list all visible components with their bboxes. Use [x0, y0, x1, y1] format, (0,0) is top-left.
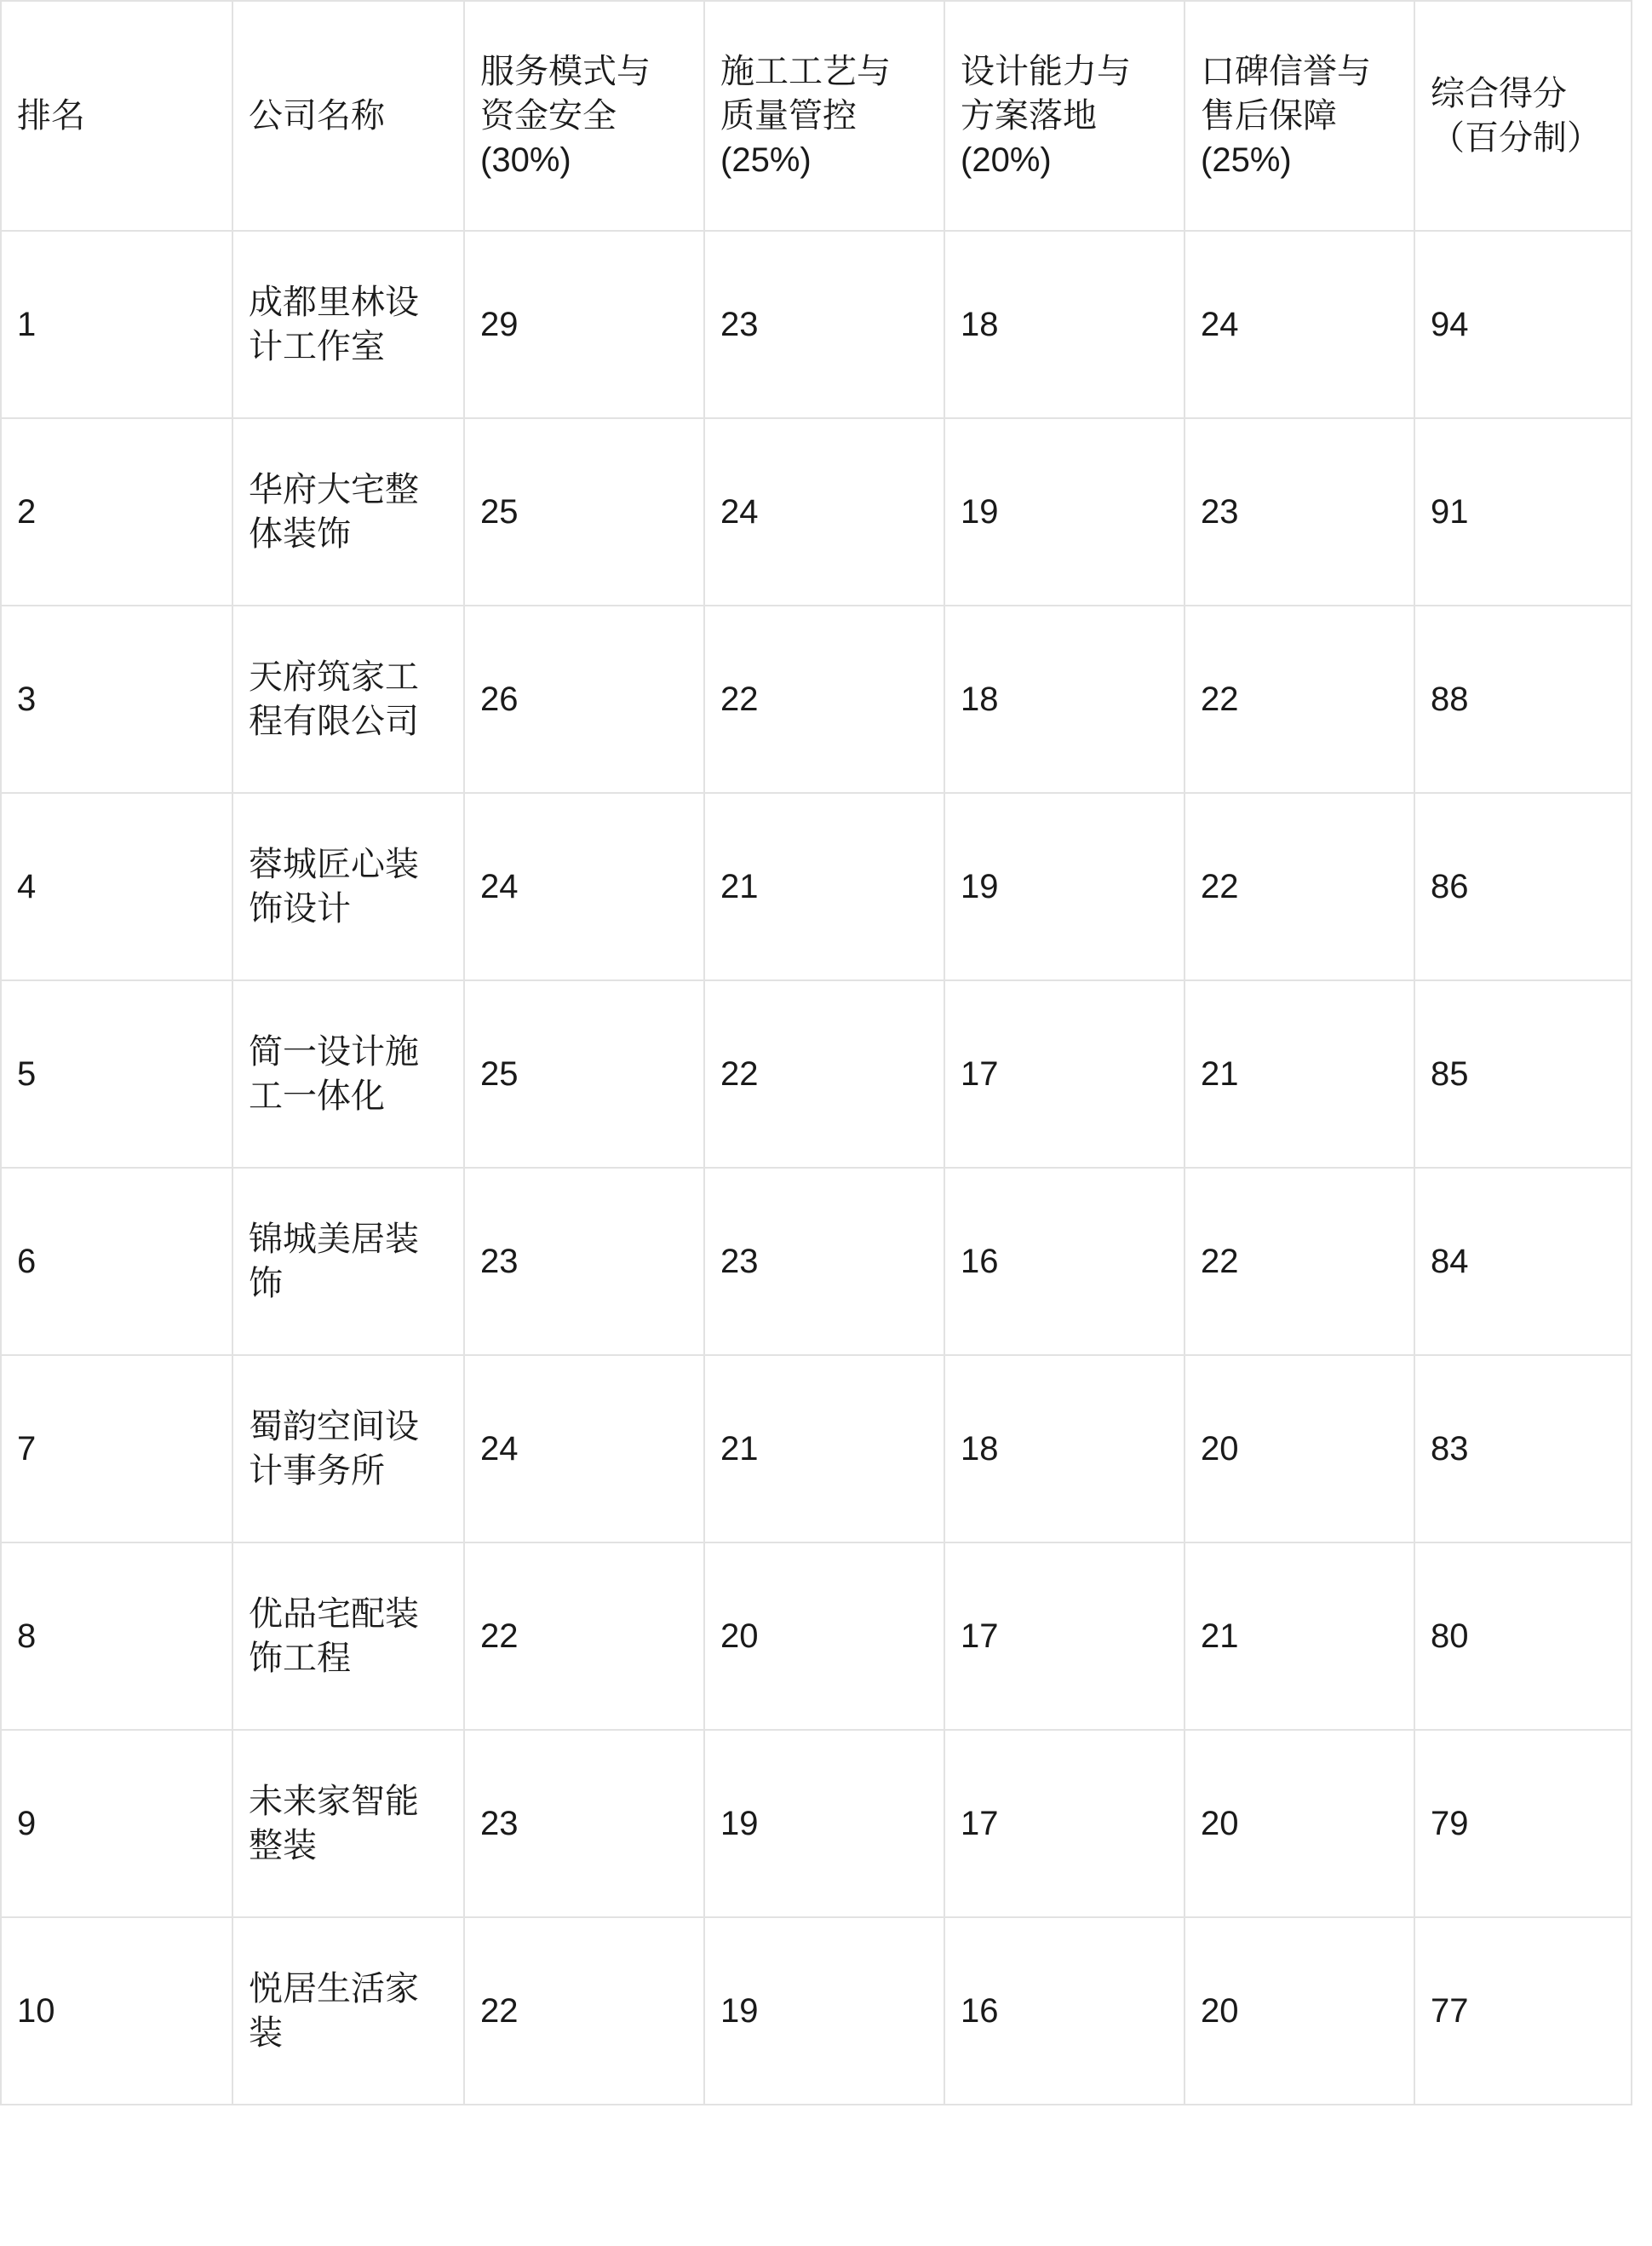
cell-score-2: 21	[704, 1355, 944, 1542]
cell-score-2: 22	[704, 980, 944, 1168]
column-header-line: （百分制）	[1431, 119, 1601, 157]
header-row	[1, 1, 1632, 231]
cell-company: 未来家智能整装	[232, 1730, 464, 1917]
column-header-line: 质量管控	[720, 97, 857, 135]
table-row	[1, 1355, 1632, 1542]
cell-score-4: 21	[1185, 1542, 1414, 1730]
cell-score-1: 23	[464, 1730, 704, 1917]
cell-score-4: 20	[1185, 1917, 1414, 2105]
column-header-line: (30%)	[480, 141, 571, 179]
cell-score-1: 25	[464, 980, 704, 1168]
cell-total: 83	[1414, 1355, 1632, 1542]
cell-total: 86	[1414, 793, 1632, 980]
cell-rank: 6	[1, 1168, 232, 1355]
column-header-line: 排名	[17, 97, 85, 135]
cell-company: 华府大宅整体装饰	[232, 418, 464, 606]
cell-total: 79	[1414, 1730, 1632, 1917]
cell-score-1: 24	[464, 793, 704, 980]
column-header-2	[464, 1, 704, 231]
cell-company: 蓉城匠心装饰设计	[232, 793, 464, 980]
column-header-line: 资金安全	[480, 97, 617, 135]
column-header-line: (20%)	[961, 141, 1052, 179]
cell-score-3: 18	[944, 1355, 1185, 1542]
column-header-line: 售后保障	[1201, 97, 1337, 135]
table-row	[1, 793, 1632, 980]
cell-total: 77	[1414, 1917, 1632, 2105]
cell-company: 悦居生活家装	[232, 1917, 464, 2105]
cell-rank: 4	[1, 793, 232, 980]
cell-score-3: 17	[944, 1542, 1185, 1730]
cell-score-4: 20	[1185, 1730, 1414, 1917]
cell-score-1: 23	[464, 1168, 704, 1355]
cell-score-3: 19	[944, 793, 1185, 980]
cell-rank: 2	[1, 418, 232, 606]
column-header-line: 综合得分	[1431, 75, 1567, 112]
cell-score-4: 24	[1185, 231, 1414, 418]
cell-total: 91	[1414, 418, 1632, 606]
cell-score-3: 16	[944, 1168, 1185, 1355]
cell-score-1: 22	[464, 1917, 704, 2105]
cell-score-1: 26	[464, 606, 704, 793]
cell-score-3: 16	[944, 1917, 1185, 2105]
cell-rank: 8	[1, 1542, 232, 1730]
cell-rank: 3	[1, 606, 232, 793]
table-row	[1, 1168, 1632, 1355]
cell-score-1: 24	[464, 1355, 704, 1542]
cell-total: 80	[1414, 1542, 1632, 1730]
cell-score-4: 23	[1185, 418, 1414, 606]
cell-score-2: 21	[704, 793, 944, 980]
table-row	[1, 1917, 1632, 2105]
cell-rank: 5	[1, 980, 232, 1168]
column-header-6	[1414, 1, 1632, 231]
cell-rank: 9	[1, 1730, 232, 1917]
table-row	[1, 606, 1632, 793]
cell-score-3: 19	[944, 418, 1185, 606]
cell-company: 蜀韵空间设计事务所	[232, 1355, 464, 1542]
cell-company: 简一设计施工一体化	[232, 980, 464, 1168]
table-header	[1, 1, 1632, 231]
cell-score-3: 18	[944, 231, 1185, 418]
cell-score-2: 24	[704, 418, 944, 606]
cell-company: 天府筑家工程有限公司	[232, 606, 464, 793]
column-header-line: 口碑信誉与	[1201, 53, 1371, 90]
cell-score-1: 29	[464, 231, 704, 418]
cell-score-4: 20	[1185, 1355, 1414, 1542]
cell-score-1: 25	[464, 418, 704, 606]
column-header-line: 方案落地	[961, 97, 1097, 135]
cell-score-4: 22	[1185, 1168, 1414, 1355]
column-header-1	[232, 1, 464, 231]
column-header-line: 公司名称	[249, 97, 385, 135]
cell-company: 锦城美居装饰	[232, 1168, 464, 1355]
cell-total: 84	[1414, 1168, 1632, 1355]
cell-score-2: 19	[704, 1917, 944, 2105]
table-row	[1, 980, 1632, 1168]
cell-score-1: 22	[464, 1542, 704, 1730]
column-header-4	[944, 1, 1185, 231]
cell-total: 94	[1414, 231, 1632, 418]
cell-score-2: 19	[704, 1730, 944, 1917]
table-row	[1, 418, 1632, 606]
cell-company: 优品宅配装饰工程	[232, 1542, 464, 1730]
column-header-line: 施工工艺与	[720, 53, 891, 90]
cell-total: 88	[1414, 606, 1632, 793]
cell-score-4: 22	[1185, 606, 1414, 793]
cell-rank: 7	[1, 1355, 232, 1542]
cell-rank: 1	[1, 231, 232, 418]
cell-total: 85	[1414, 980, 1632, 1168]
column-header-line: (25%)	[720, 141, 812, 179]
cell-score-2: 23	[704, 231, 944, 418]
cell-score-4: 22	[1185, 793, 1414, 980]
column-header-5	[1185, 1, 1414, 231]
cell-score-4: 21	[1185, 980, 1414, 1168]
cell-score-3: 17	[944, 980, 1185, 1168]
column-header-3	[704, 1, 944, 231]
column-header-line: (25%)	[1201, 141, 1292, 179]
column-header-0	[1, 1, 232, 231]
cell-score-3: 18	[944, 606, 1185, 793]
table-row	[1, 231, 1632, 418]
table-row	[1, 1542, 1632, 1730]
table-row	[1, 1730, 1632, 1917]
cell-score-2: 20	[704, 1542, 944, 1730]
cell-score-2: 23	[704, 1168, 944, 1355]
cell-score-2: 22	[704, 606, 944, 793]
column-header-line: 服务模式与	[480, 53, 651, 90]
cell-company: 成都里林设计工作室	[232, 231, 464, 418]
cell-score-3: 17	[944, 1730, 1185, 1917]
cell-rank: 10	[1, 1917, 232, 2105]
column-header-line: 设计能力与	[961, 53, 1131, 90]
table-body	[1, 231, 1632, 2105]
